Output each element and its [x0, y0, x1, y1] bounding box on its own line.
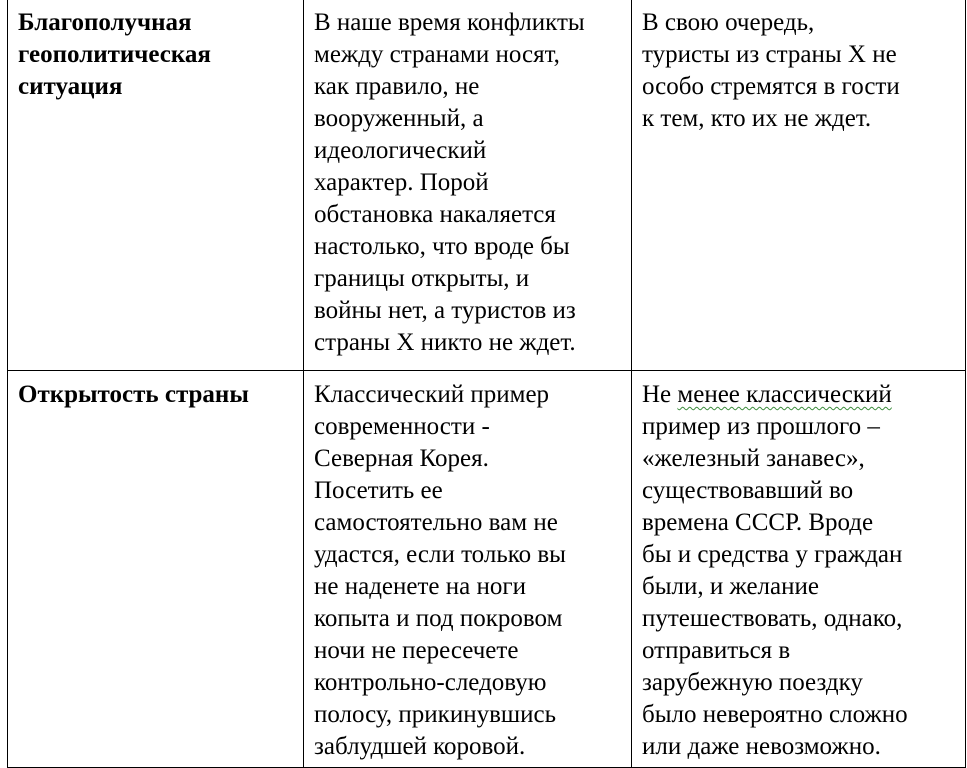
row-label-cell [8, 371, 304, 768]
row-label-cell [8, 0, 304, 371]
row-label-geopolitics: Благополучная геополитическая ситуация [18, 9, 211, 100]
cell-text-geopolitics-present: В наше время конфликты между странами носят, как правило, не вооруженный, а идеологический характер. Порой обстановка накаляется настолько, что вроде бы границы открыты, и войны нет, а туристов из страны X никто не ждет. [314, 9, 585, 356]
table-cell [304, 371, 632, 768]
table-cell [632, 0, 966, 371]
cell-text-prefix: Не [642, 381, 678, 408]
table-cell [304, 0, 632, 371]
row-label-openness: Открытость страны [18, 381, 249, 408]
spellcheck-flagged-text: менее классический [677, 381, 892, 408]
cell-text-rest: пример из прошлого – «железный занавес», существовавший во времена СССР. Вроде бы и средства у граждан были, и желание путешествовать, однако, отправиться в зарубежную поездку было невероятно сложно или даже невозможно. [642, 413, 908, 760]
table-row-geopolitics [8, 0, 966, 371]
cell-text-geopolitics-tourists: В свою очередь, туристы из страны X не особо стремятся в гости к тем, кто их не ждет. [642, 9, 900, 132]
cell-text-openness-past [642, 379, 965, 763]
table-row-openness [8, 371, 966, 768]
table-cell [632, 371, 966, 768]
comparison-table [7, 0, 966, 768]
cell-text-openness-present: Классический пример современности - Северная Корея. Посетить ее самостоятельно вам не удастся, если только вы не наденете на ноги копыта и под покровом ночи не пересечете контрольно-следовую полосу, прикинувшись заблудшей коровой. [314, 381, 566, 760]
